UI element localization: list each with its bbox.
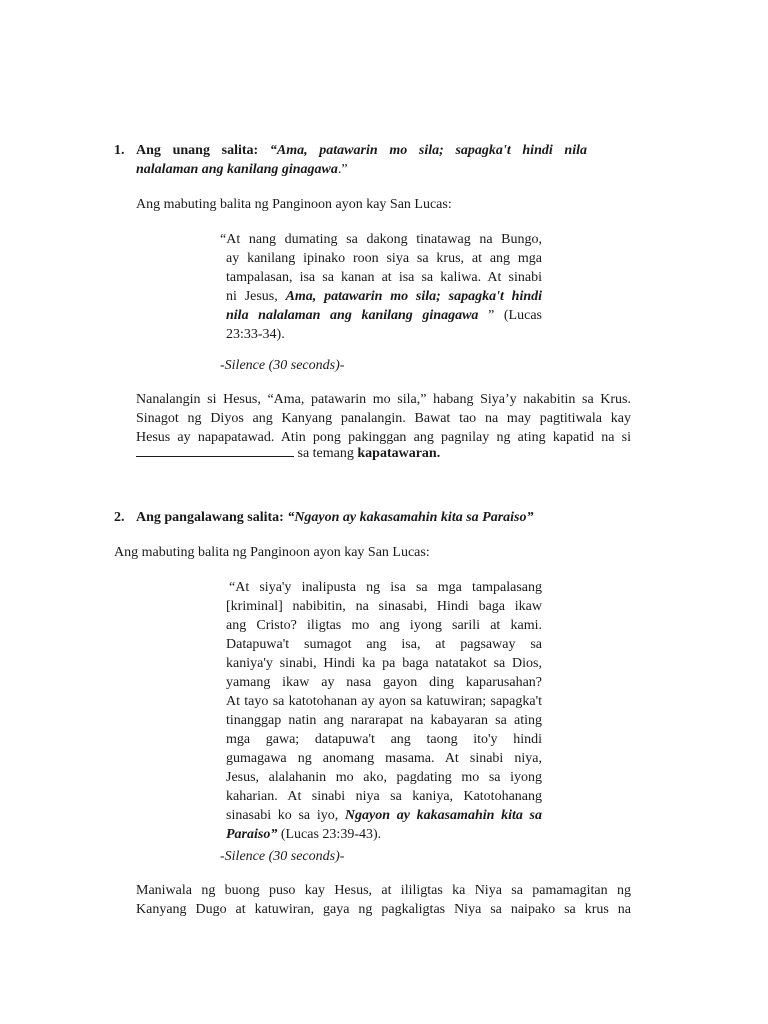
section-heading-line1 <box>136 141 587 160</box>
quote-line: [kriminal] nabibitin, na sinasabi, Hindi baga ikaw <box>226 599 542 614</box>
quote-emphasis: Ama, patawarin mo sila; sapagka't hindi <box>285 289 543 304</box>
heading-label: Ang unang salita: <box>136 143 259 158</box>
paragraph-line: Hesus ay napapatawad. Atin pong pakinggan ang pagnilay ng ating kapatid na si <box>136 430 631 445</box>
quote-line: tinanggap natin ang nararapat na kabayaran sa ating <box>226 713 542 728</box>
paragraph-line: Nanalangin si Hesus, “Ama, patawarin mo sila,” habang Siya’y nakabitin sa Krus. <box>136 392 631 407</box>
quote-line: 23:33-34). <box>226 327 285 342</box>
section-heading <box>136 508 534 527</box>
heading-quote-end: .” <box>337 162 348 177</box>
quote-emphasis: nila nalalaman ang kanilang ginagawa <box>226 308 479 323</box>
quote-line: gumagawa ng anomang masama. At sinabi niya, <box>226 751 542 766</box>
heading-quote: nalalaman ang kanilang ginagawa <box>136 162 338 177</box>
quote-line: Datapuwa't sumagot ang isa, at pagsaway sa <box>226 637 542 652</box>
quote-line: mga gawa; datapuwa't ang taong ito'y hindi <box>226 732 542 747</box>
quote-emphasis: Ngayon ay kakasamahin kita sa <box>344 808 542 823</box>
speaker-name-blank <box>136 443 294 457</box>
quote-line <box>226 806 542 825</box>
heading-quote: “Ngayon ay kakasamahin kita sa Paraiso” <box>287 510 534 525</box>
quote-line <box>226 287 542 306</box>
quote-line: At tayo sa katotohanan ay ayon sa katuwiran; sapagka't <box>226 694 542 709</box>
section-number: 1. <box>114 143 125 158</box>
quote-text: (Lucas 23:39-43). <box>277 827 382 842</box>
paragraph-line: Sinagot ng Diyos ang Kanyang panalangin. Bawat tao na may pagtitiwala kay <box>136 411 631 426</box>
quote-line: yamang ikaw ay nasa gayon ding kaparusahan? <box>226 675 542 690</box>
heading-quote: “Ama, patawarin mo sila; sapagka't hindi nila <box>269 143 587 158</box>
quote-text: sinasabi ko sa iyo, <box>226 808 345 823</box>
gospel-intro: Ang mabuting balita ng Panginoon ayon kay San Lucas: <box>114 545 430 560</box>
quote-line: kaharian. At sinabi niya sa kaniya, Katotohanang <box>226 789 542 804</box>
paragraph-text: sa temang <box>294 446 358 461</box>
paragraph-line: Maniwala ng buong puso kay Hesus, at ililigtas ka Niya sa pamamagitan ng <box>136 883 631 898</box>
gospel-intro: Ang mabuting balita ng Panginoon ayon kay San Lucas: <box>136 197 452 212</box>
quote-line <box>226 306 542 325</box>
theme-word: kapatawaran. <box>357 446 441 461</box>
quote-line: Jesus, alalahanin mo ako, pagdating mo sa iyong <box>226 770 542 785</box>
quote-line: tampalasan, isa sa kanan at isa sa kaliwa. At sinabi <box>226 270 542 285</box>
silence-note: -Silence (30 seconds)- <box>220 358 345 373</box>
quote-line: “At nang dumating sa dakong tinatawag na Bungo, <box>220 232 542 247</box>
quote-line: ay kanilang ipinako roon siya sa krus, at ang mga <box>226 251 542 266</box>
quote-emphasis: Paraiso” <box>226 827 278 842</box>
quote-line: ang Cristo? iligtas mo ang iyong sarili at kami. <box>226 618 542 633</box>
quote-line: kaniya'y sinabi, Hindi ka pa baga natatakot sa Dios, <box>226 656 542 671</box>
heading-label: Ang pangalawang salita: <box>136 510 284 525</box>
paragraph-line <box>136 443 440 463</box>
silence-note: -Silence (30 seconds)- <box>220 849 345 864</box>
paragraph-line: Kanyang Dugo at katuwiran, gaya ng pagkaligtas Niya sa naipako sa krus na <box>136 902 631 917</box>
quote-text: ni Jesus, <box>226 289 286 304</box>
quote-line: “At siya'y inalipusta ng isa sa mga tampalasang <box>229 580 542 595</box>
section-heading-line2 <box>136 160 348 179</box>
quote-line <box>226 825 381 844</box>
quote-text: ” (Lucas <box>488 308 542 323</box>
section-number: 2. <box>114 510 125 525</box>
